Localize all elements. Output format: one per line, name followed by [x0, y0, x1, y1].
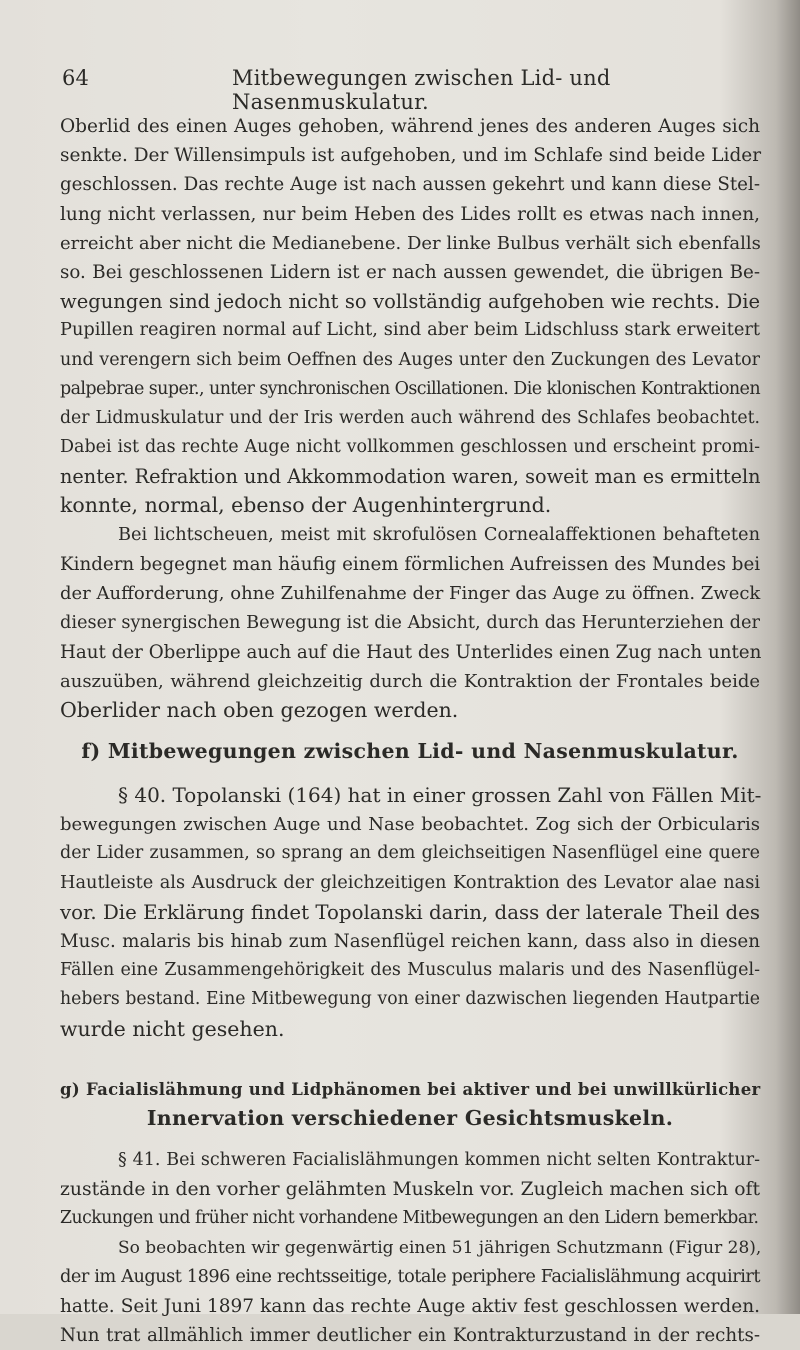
- paragraph: [60, 521, 760, 725]
- text-line: Hautleiste als Ausdruck der gleichzeitigen Kontraktion des Levator alae nasi: [60, 872, 760, 893]
- page-number: 64: [62, 66, 90, 90]
- section-heading: f) Mitbewegungen zwischen Lid- und Nasenmuskulatur.: [81, 739, 739, 763]
- text-line: Dabei ist das rechte Auge nicht vollkommen geschlossen und erscheint promi-: [60, 437, 760, 458]
- section-g-body: [60, 1146, 760, 1350]
- text-line: lung nicht verlassen, nur beim Heben des Lides rollt es etwas nach innen,: [60, 203, 760, 225]
- page-header: [62, 66, 760, 114]
- text-line: Zuckungen und früher nicht vorhandene Mitbewegungen an den Lidern bemerkbar.: [60, 1208, 759, 1229]
- text-line: Fällen eine Zusammengehörigkeit des Musculus malaris und des Nasenflügel-: [60, 960, 760, 981]
- text-line: dieser synergischen Bewegung ist die Absicht, durch das Herunterziehen der: [60, 612, 760, 633]
- section-heading: Innervation verschiedener Gesichtsmuskeln.: [146, 1106, 674, 1131]
- text-line: so. Bei geschlossenen Lidern ist er nach aussen gewendet, die übrigen Be-: [60, 261, 760, 283]
- text-line: der Lidmuskulatur und der Iris werden auch während des Schlafes beobachtet.: [60, 407, 760, 428]
- text-line: Kindern begegnet man häufig einem förmlichen Aufreissen des Mundes bei: [60, 554, 761, 576]
- section-heading: g) Facialislähmung und Lidphänomen bei aktiver und bei unwillkürlicher: [60, 1080, 761, 1099]
- text-line: und verengern sich beim Oeffnen des Auges unter den Zuckungen des Levator: [60, 349, 760, 370]
- text-line: vor. Die Erklärung findet Topolanski darin, dass der laterale Theil des: [60, 900, 760, 924]
- text-line: Pupillen reagiren normal auf Licht, sind aber beim Lidschluss stark erweitert: [60, 320, 760, 341]
- text-line: geschlossen. Das rechte Auge ist nach aussen gekehrt und kann diese Stel-: [60, 174, 760, 196]
- text-line: auszuüben, während gleichzeitig durch die Kontraktion der Frontales beide: [60, 670, 760, 692]
- running-title: Mitbewegungen zwischen Lid- und Nasenmuskulatur.: [232, 66, 611, 114]
- text-line: der im August 1896 eine rechtsseitige, totale periphere Facialislähmung acquirirt: [60, 1266, 760, 1287]
- section-f: [60, 737, 760, 766]
- section-f-body: [60, 781, 760, 1044]
- text-line: hebers bestand. Eine Mitbewegung von einer dazwischen liegenden Hautpartie: [60, 989, 760, 1010]
- text-line: der Aufforderung, ohne Zuhilfenahme der Finger das Auge zu öffnen. Zweck: [60, 583, 761, 605]
- text-line: Oberlid des einen Auges gehoben, während jenes des anderen Auges sich: [60, 116, 760, 137]
- text-line: nenter. Refraktion und Akkommodation waren, soweit man es ermitteln: [60, 465, 761, 489]
- text-line: zustände in den vorher gelähmten Muskeln vor. Zugleich machen sich oft: [60, 1179, 760, 1201]
- text-line: Bei lichtscheuen, meist mit skrofulösen Cornealaffektionen behafteten: [118, 525, 760, 545]
- text-line: Nun trat allmählich immer deutlicher ein Kontrakturzustand in der rechts-: [60, 1325, 760, 1347]
- text-line: Musc. malaris bis hinab zum Nasenflügel reichen kann, dass also in diesen: [60, 930, 760, 952]
- text-line: der Lider zusammen, so sprang an dem gleichseitigen Nasenflügel eine quere: [60, 843, 760, 864]
- text-line: wegungen sind jedoch nicht so vollständig aufgehoben wie rechts. Die: [60, 290, 760, 314]
- text-line: senkte. Der Willensimpuls ist aufgehoben, und im Schlafe sind beide Lider: [60, 145, 762, 167]
- text-line: hatte. Seit Juni 1897 kann das rechte Auge aktiv fest geschlossen werden.: [60, 1295, 760, 1317]
- text-line: § 41. Bei schweren Facialislähmungen kommen nicht selten Kontraktur-: [118, 1150, 760, 1170]
- text-line: § 40. Topolanski (164) hat in einer grossen Zahl von Fällen Mit-: [118, 783, 762, 807]
- text-line: bewegungen zwischen Auge und Nase beobachtet. Zog sich der Orbicularis: [60, 814, 760, 836]
- section-g: [60, 1075, 760, 1133]
- text-line: Haut der Oberlippe auch auf die Haut des Unterlides einen Zug nach unten: [60, 641, 762, 663]
- text-line: konnte, normal, ebenso der Augenhintergrund.: [60, 493, 552, 518]
- paragraph-continued: [60, 112, 760, 521]
- text-line: Oberlider nach oben gezogen werden.: [60, 698, 459, 723]
- text-line: wurde nicht gesehen.: [60, 1016, 285, 1041]
- text-line: So beobachten wir gegenwärtig einen 51 jährigen Schutzmann (Figur 28),: [118, 1237, 762, 1258]
- text-line: erreicht aber nicht die Medianebene. Der linke Bulbus verhält sich ebenfalls: [60, 232, 761, 254]
- text-line: palpebrae super., unter synchronischen Oscillationen. Die klonischen Kontraktionen: [60, 378, 760, 399]
